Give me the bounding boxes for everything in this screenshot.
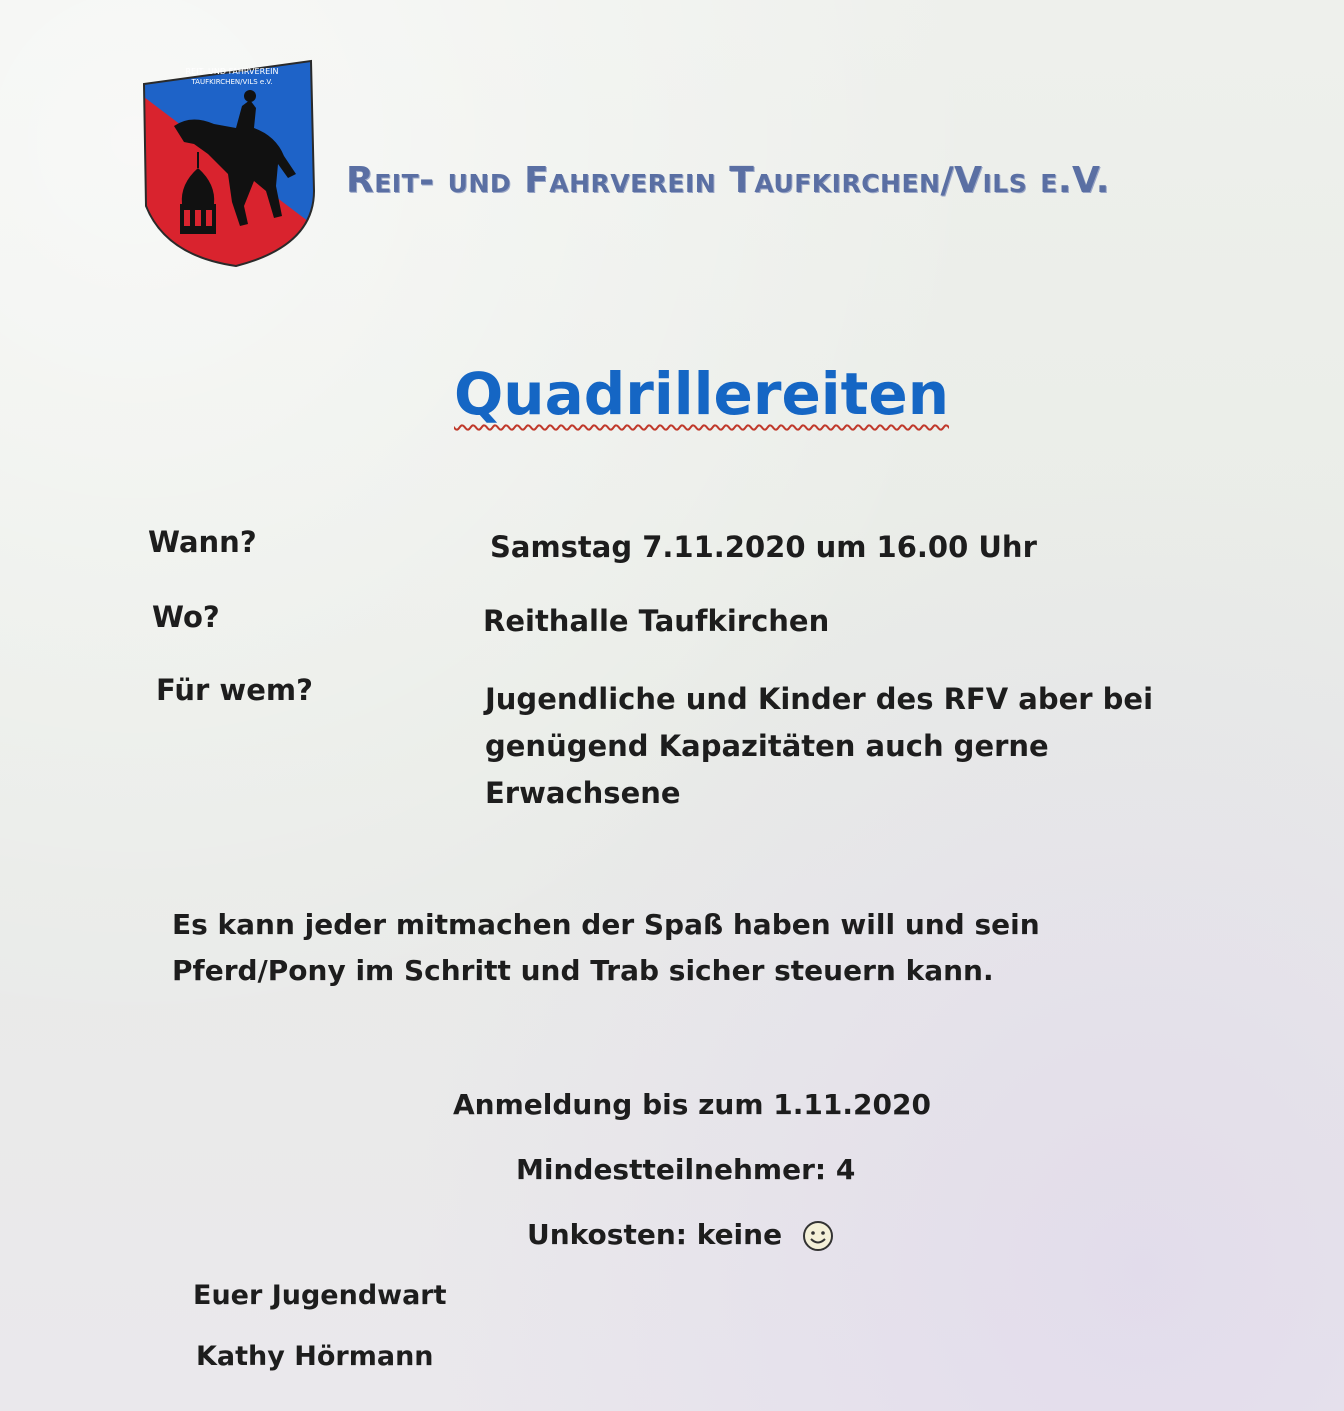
for-whom-line: genügend Kapazitäten auch gerne	[485, 729, 1049, 763]
crest-text-line2: TAUFKIRCHEN/VILS e.V.	[191, 78, 273, 86]
costs-line	[527, 1218, 834, 1252]
detail-label-where: Wo?	[152, 600, 220, 634]
note-line: Pferd/Pony im Schritt und Trab sicher steuern kann.	[172, 954, 994, 987]
detail-label-for-whom: Für wem?	[156, 673, 313, 707]
min-participants: Mindestteilnehmer: 4	[516, 1153, 856, 1186]
signature-greeting: Euer Jugendwart	[193, 1280, 447, 1311]
crest-text-line1: REIT- UND FAHRVEREIN	[185, 67, 279, 76]
participation-note	[172, 902, 1040, 994]
detail-value-where: Reithalle Taufkirchen	[483, 604, 830, 638]
club-name: Reit- und Fahrverein Taufkirchen/Vils e.V.	[346, 160, 1110, 201]
registration-deadline: Anmeldung bis zum 1.11.2020	[453, 1088, 931, 1121]
costs-text: Unkosten: keine	[527, 1218, 783, 1251]
signature-name: Kathy Hörmann	[196, 1341, 434, 1372]
for-whom-line: Erwachsene	[485, 776, 681, 810]
note-line: Es kann jeder mitmachen der Spaß haben will und sein	[172, 908, 1040, 941]
detail-value-for-whom	[485, 676, 1185, 817]
for-whom-line: Jugendliche und Kinder des RFV aber bei	[485, 682, 1154, 716]
smiley-icon	[802, 1220, 834, 1252]
page-title: Quadrillereiten	[454, 360, 950, 428]
detail-label-when: Wann?	[148, 525, 257, 559]
club-crest-logo	[136, 56, 321, 270]
detail-value-when: Samstag 7.11.2020 um 16.00 Uhr	[490, 530, 1037, 564]
